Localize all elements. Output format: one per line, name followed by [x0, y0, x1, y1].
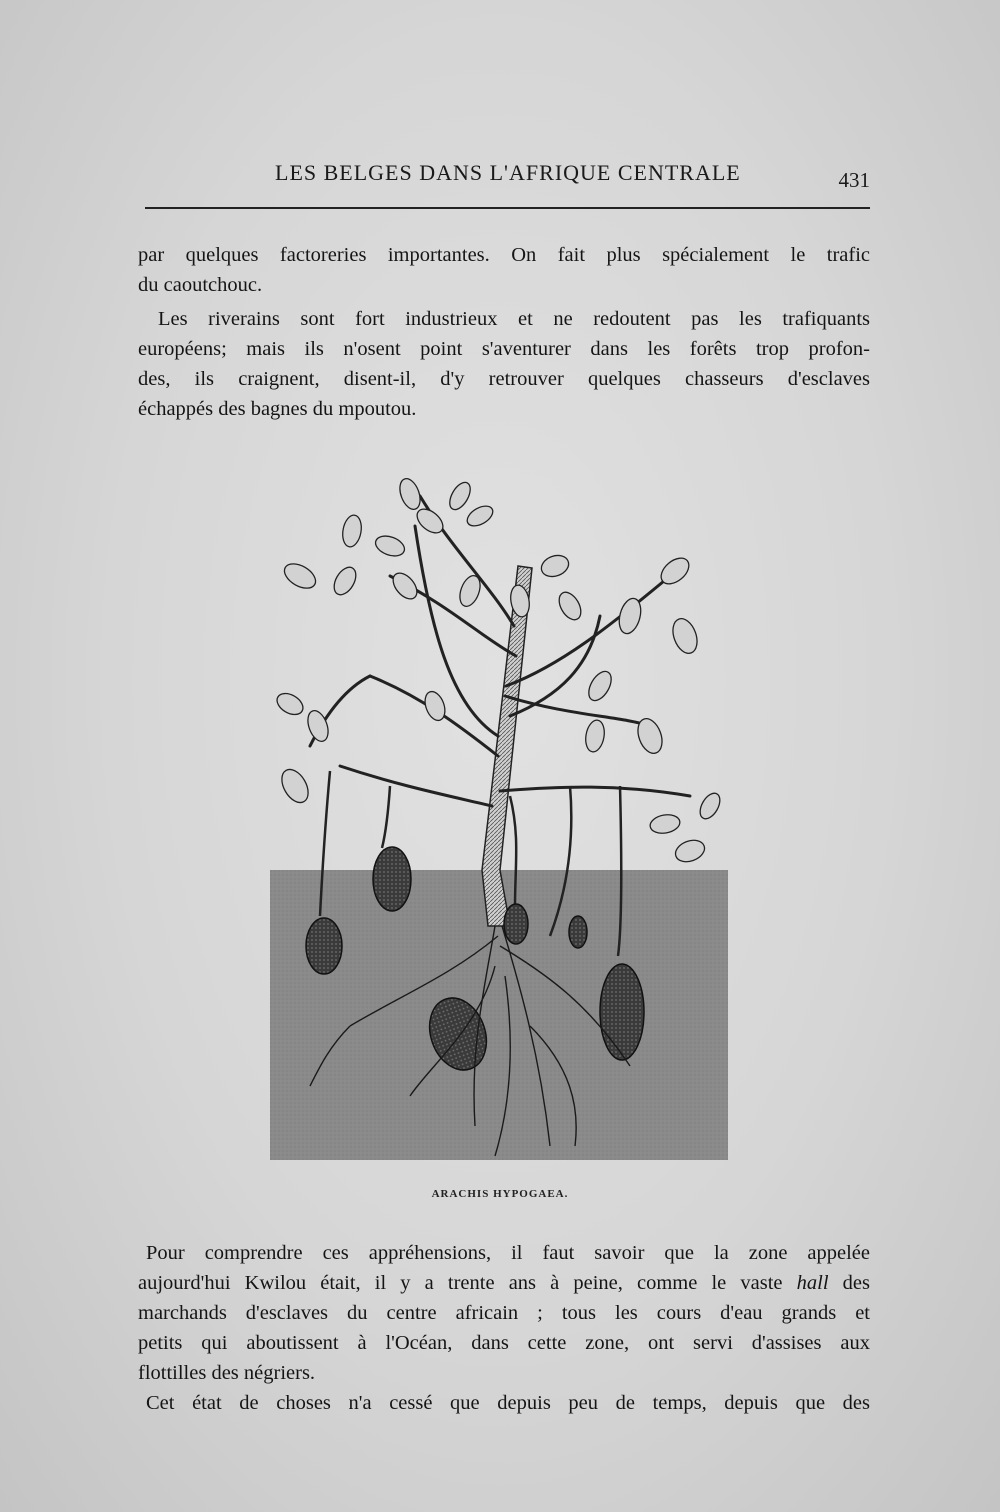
peanut-pod — [504, 904, 528, 944]
text-line — [138, 1268, 870, 1298]
figure-caption: ARACHIS HYPOGAEA. — [431, 1188, 569, 1200]
text-line: des, ils craignent, disent-il, d'y retrouver quelques chasseurs d'esclaves — [138, 368, 870, 390]
text-span: des — [842, 1272, 870, 1294]
text-line: Cet état de choses n'a cessé que depuis peu de temps, depuis que des — [146, 1392, 870, 1414]
text-line: petits qui aboutissent à l'Océan, dans cette zone, ont servi d'assises aux — [138, 1332, 870, 1354]
text-line: Les riverains sont fort industrieux et ne redoutent pas les trafiquants — [158, 308, 870, 330]
peanut-pod — [306, 918, 342, 974]
peanut-pod — [373, 847, 411, 911]
plant-illustration — [270, 466, 730, 1166]
peanut-pod — [569, 916, 587, 948]
paragraph-1 — [138, 240, 870, 300]
running-title: LES BELGES DANS L'AFRIQUE CENTRALE — [275, 160, 741, 185]
text-line: flottilles des négriers. — [138, 1362, 316, 1384]
italic-word: hall — [796, 1272, 829, 1294]
text-line: Pour comprendre ces appréhensions, il faut savoir que la zone appelée — [146, 1242, 870, 1264]
running-head — [145, 160, 870, 200]
peanut-pod — [600, 964, 644, 1060]
text-line: du caoutchouc. — [138, 274, 263, 296]
text-line: européens; mais ils n'osent point s'aventurer dans les forêts trop profon- — [138, 338, 870, 360]
header-rule — [145, 207, 870, 209]
peanut-plant-drawing — [270, 466, 730, 1166]
text-line: par quelques factoreries importantes. On fait plus spécialement le trafic — [138, 244, 870, 266]
paragraph-3 — [138, 1238, 870, 1388]
paragraph-2 — [138, 304, 870, 424]
paragraph-4 — [138, 1388, 870, 1418]
text-line: marchands d'esclaves du centre africain ; tous les cours d'eau grands et — [138, 1302, 870, 1324]
text-line: échappés des bagnes du mpoutou. — [138, 398, 417, 420]
page-number: 431 — [838, 168, 870, 192]
text-span: aujourd'hui Kwilou était, il y a trente ans à peine, comme le vaste — [138, 1272, 783, 1294]
